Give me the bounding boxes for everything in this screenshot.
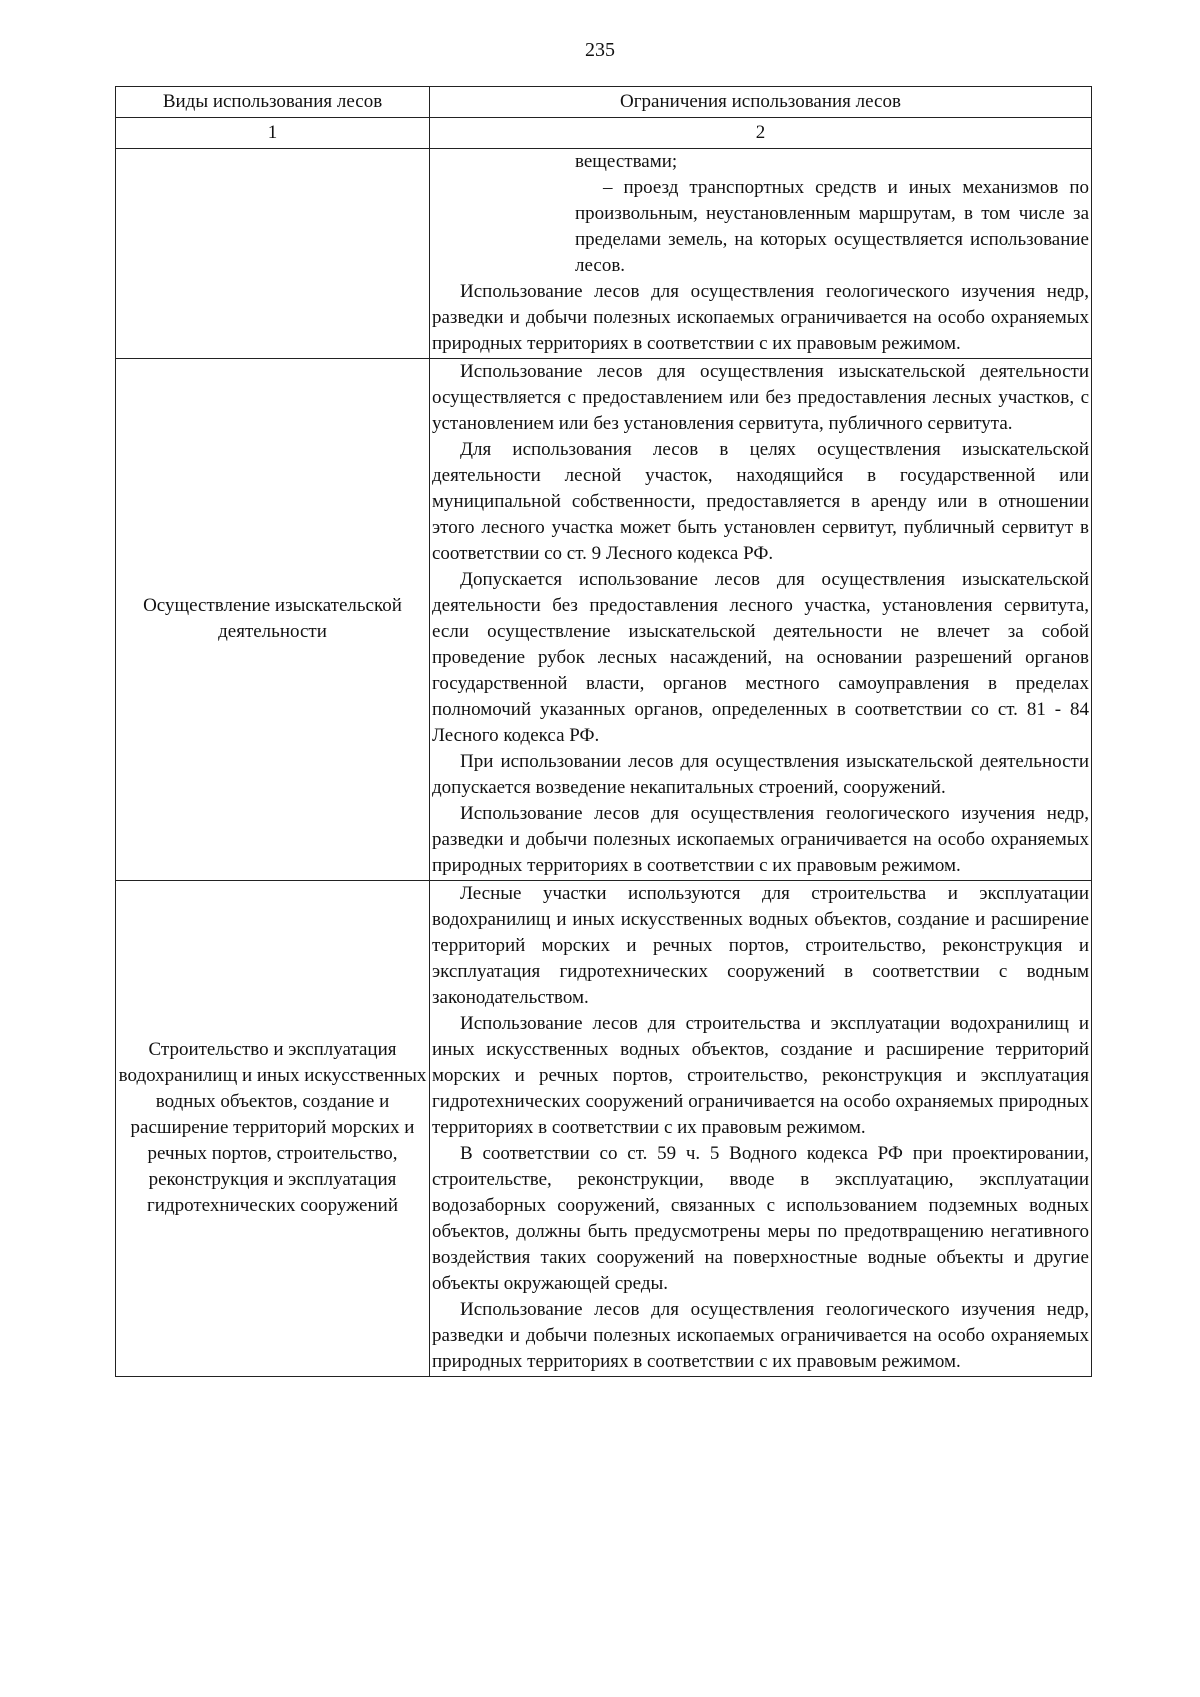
restrictions-cell <box>430 149 1092 359</box>
paragraph: Использование лесов для строительства и эксплуатации водохранилищ и иных искусственных водных объектов, создание и расширение территорий морских и речных портов, строительство, реконструкция и эксплуатация гидротехнических сооружений ограничивается на особо охраняемых природных территориях в соответствии с их правовым режимом. <box>432 1013 1089 1138</box>
paragraph: Использование лесов для осуществления геологического изучения недр, разведки и добычи полезных ископаемых ограничивается на особо охраняемых природных территориях в соответствии с их правовым режимом. <box>432 803 1089 876</box>
paragraph: Использование лесов для осуществления геологического изучения недр, разведки и добычи полезных ископаемых ограничивается на особо охраняемых природных территориях в соответствии с их правовым режимом. <box>432 281 1089 354</box>
forest-use-table <box>115 86 1092 1377</box>
use-type-cell: Строительство и эксплуатация водохранилищ и иных искусственных водных объектов, создание и расширение территорий морских и речных портов, строительство, реконструкция и эксплуатация гидротехнических сооружений <box>116 881 430 1377</box>
table-row <box>116 359 1092 881</box>
dash-item: – проезд транспортных средств и иных механизмов по произвольным, неустановленным маршрутам, в том числе за пределами земель, на которых осуществляется использование лесов. <box>575 177 1089 276</box>
table-row <box>116 881 1092 1377</box>
paragraph: При использовании лесов для осуществления изыскательской деятельности допускается возведение некапитальных строений, сооружений. <box>432 751 1089 798</box>
column-number-row <box>116 118 1092 149</box>
paragraph: Использование лесов для осуществления изыскательской деятельности осуществляется с предоставлением или без предоставления лесных участков, с установлением или без установления сервитута, публичного сервитута. <box>432 361 1089 434</box>
column-number-2: 2 <box>430 118 1092 149</box>
use-type-cell <box>116 149 430 359</box>
header-forest-use-restrictions: Ограничения использования лесов <box>430 87 1092 118</box>
paragraph: веществами; <box>575 151 678 172</box>
paragraph: Лесные участки используются для строительства и эксплуатации водохранилищ и иных искусственных водных объектов, создание и расширение территорий морских и речных портов, строительство, реконструкция и эксплуатация гидротехнических сооружений в соответствии с водным законодательством. <box>432 883 1089 1008</box>
restrictions-cell <box>430 359 1092 881</box>
page-number: 235 <box>585 39 615 61</box>
paragraph: Использование лесов для осуществления геологического изучения недр, разведки и добычи полезных ископаемых ограничивается на особо охраняемых природных территориях в соответствии с их правовым режимом. <box>432 1299 1089 1372</box>
use-type-cell: Осуществление изыскательской деятельности <box>116 359 430 881</box>
table-header-row <box>116 87 1092 118</box>
paragraph: Для использования лесов в целях осуществления изыскательской деятельности лесной участок, находящийся в государственной или муниципальной собственности, предоставляется в аренду или в отношении этого лесного участка может быть установлен сервитут, публичный сервитут в соответствии со ст. 9 Лесного кодекса РФ. <box>432 439 1089 564</box>
table-row <box>116 149 1092 359</box>
paragraph: В соответствии со ст. 59 ч. 5 Водного кодекса РФ при проектировании, строительстве, реконструкции, вводе в эксплуатацию, эксплуатации водозаборных сооружений, связанных с использованием подземных водных объектов, должны быть предусмотрены меры по предотвращению негативного воздействия таких сооружений на поверхностные водные объекты и другие объекты окружающей среды. <box>432 1143 1089 1294</box>
paragraph: Допускается использование лесов для осуществления изыскательской деятельности без предоставления лесного участка, установления сервитута, если осуществление изыскательской деятельности не влечет за собой проведение рубок лесных насаждений, на основании разрешений органов государственной власти, органов местного самоуправления в пределах полномочий указанных органов, определенных в соответствии со ст. 81 - 84 Лесного кодекса РФ. <box>432 569 1089 746</box>
column-number-1: 1 <box>116 118 430 149</box>
restrictions-cell <box>430 881 1092 1377</box>
continued-list <box>575 149 1089 279</box>
header-forest-use-types: Виды использования лесов <box>116 87 430 118</box>
